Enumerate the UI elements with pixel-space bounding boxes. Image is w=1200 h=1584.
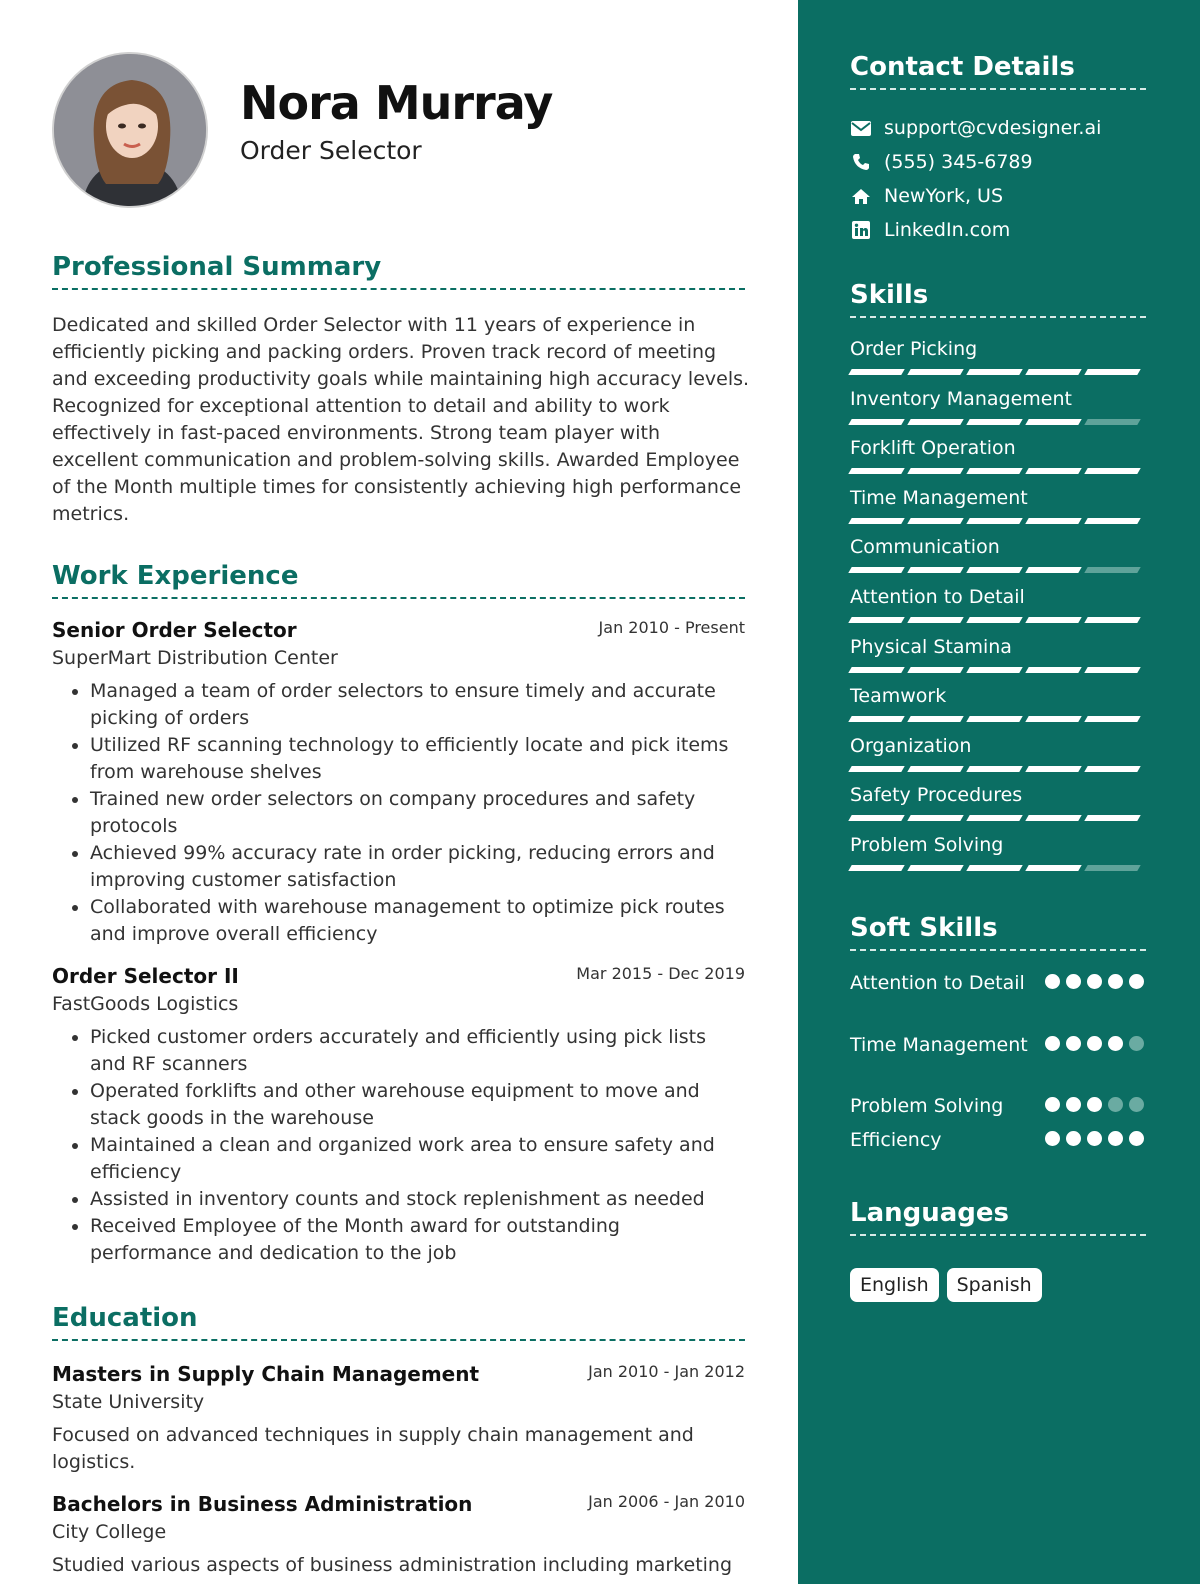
home-icon — [850, 188, 872, 205]
soft-skills-heading: Soft Skills — [850, 913, 1146, 951]
rating-dot — [1129, 1036, 1144, 1051]
rating-dot — [1066, 1097, 1081, 1112]
skill-item — [850, 832, 1146, 871]
job-bullet: • Utilized RF scanning technology to efficiently locate and pick items from warehouse shelves — [90, 732, 745, 786]
job-bullet: • Maintained a clean and organized work area to ensure safety and efficiency — [90, 1132, 745, 1186]
skill-level-segment — [907, 617, 963, 623]
skill-level-segment — [848, 369, 904, 375]
skills-heading: Skills — [850, 280, 1146, 318]
skill-level-bar — [850, 716, 1146, 722]
skill-level-segment — [966, 419, 1022, 425]
rating-dot — [1087, 974, 1102, 989]
job-bullet: • Picked customer orders accurately and efficiently using pick lists and RF scanners — [90, 1024, 745, 1078]
skill-item — [850, 782, 1146, 821]
soft-skill-name: Attention to Detail — [850, 972, 1025, 994]
skill-level-segment — [848, 617, 904, 623]
sidebar — [798, 0, 1200, 1584]
skill-level-segment — [1084, 815, 1140, 821]
skill-name: Time Management — [850, 486, 1028, 509]
skill-item — [850, 733, 1146, 772]
skill-level-segment — [1025, 766, 1081, 772]
languages-heading: Languages — [850, 1198, 1146, 1236]
skill-level-segment — [1084, 667, 1140, 673]
skill-level-segment — [848, 716, 904, 722]
skill-level-segment — [966, 865, 1022, 871]
job-bullets — [52, 678, 745, 948]
skill-level-segment — [907, 468, 963, 474]
job-bullet: • Achieved 99% accuracy rate in order picking, reducing errors and improving customer satisfaction — [90, 840, 745, 894]
linkedin-icon — [850, 221, 872, 239]
job-bullet: • Assisted in inventory counts and stock replenishment as needed — [90, 1186, 745, 1213]
rating-dot — [1087, 1097, 1102, 1112]
skill-level-segment — [1025, 617, 1081, 623]
soft-skill-item — [850, 1127, 1146, 1154]
skill-level-segment — [848, 865, 904, 871]
degree-title: Bachelors in Business Administration — [52, 1492, 473, 1516]
soft-skill-rating — [1045, 1131, 1144, 1146]
skill-level-segment — [966, 667, 1022, 673]
skill-level-segment — [848, 468, 904, 474]
job-title: Order Selector II — [52, 964, 239, 988]
skill-level-segment — [966, 716, 1022, 722]
job-company: SuperMart Distribution Center — [52, 647, 338, 669]
skill-name: Teamwork — [850, 685, 947, 708]
soft-skill-rating — [1045, 1097, 1144, 1112]
phone-icon — [850, 153, 872, 171]
skill-level-segment — [907, 667, 963, 673]
job-entry — [52, 962, 745, 1267]
skill-name: Safety Procedures — [850, 784, 1023, 807]
skill-level-bar — [850, 567, 1146, 573]
rating-dot — [1066, 974, 1081, 989]
skill-level-bar — [850, 518, 1146, 524]
job-bullet: • Managed a team of order selectors to ensure timely and accurate picking of orders — [90, 678, 745, 732]
skill-level-segment — [1025, 369, 1081, 375]
skill-level-segment — [966, 567, 1022, 573]
soft-skill-rating — [1045, 1036, 1144, 1051]
skill-level-segment — [1084, 617, 1140, 623]
skill-item — [850, 435, 1146, 474]
skill-level-segment — [907, 518, 963, 524]
skill-level-bar — [850, 766, 1146, 772]
job-bullet: • Trained new order selectors on company procedures and safety protocols — [90, 786, 745, 840]
rating-dot — [1108, 974, 1123, 989]
skill-level-bar — [850, 369, 1146, 375]
skill-level-bar — [850, 617, 1146, 623]
skill-item — [850, 534, 1146, 573]
contact-email-text: support@cvdesigner.ai — [884, 117, 1102, 139]
job-entry — [52, 616, 745, 948]
education-date: Jan 2006 - Jan 2010 — [588, 1492, 745, 1511]
contact-linkedin[interactable] — [850, 215, 1010, 245]
job-title: Senior Order Selector — [52, 618, 297, 642]
skill-level-segment — [848, 815, 904, 821]
skill-level-bar — [850, 468, 1146, 474]
skill-level-segment — [1025, 667, 1081, 673]
job-date: Jan 2010 - Present — [598, 618, 745, 637]
degree-title: Masters in Supply Chain Management — [52, 1362, 480, 1386]
rating-dot — [1108, 1036, 1123, 1051]
skill-level-segment — [1084, 419, 1140, 425]
skill-level-segment — [1025, 815, 1081, 821]
skill-name: Attention to Detail — [850, 586, 1025, 608]
skill-name: Physical Stamina — [850, 635, 1012, 658]
envelope-icon — [850, 121, 872, 136]
skill-level-segment — [1084, 518, 1140, 524]
skill-level-segment — [966, 617, 1022, 623]
job-company: FastGoods Logistics — [52, 993, 239, 1015]
skill-level-segment — [966, 518, 1022, 524]
skill-level-segment — [1084, 865, 1140, 871]
skill-level-segment — [966, 369, 1022, 375]
candidate-name: Nora Murray — [240, 76, 553, 130]
rating-dot — [1129, 1131, 1144, 1146]
candidate-role: Order Selector — [240, 136, 422, 165]
skill-level-segment — [848, 518, 904, 524]
rating-dot — [1087, 1036, 1102, 1051]
rating-dot — [1066, 1036, 1081, 1051]
skill-item — [850, 584, 1146, 623]
skill-level-bar — [850, 865, 1146, 871]
skill-level-segment — [907, 716, 963, 722]
education-heading: Education — [52, 1303, 745, 1341]
soft-skill-item — [850, 970, 1146, 997]
skill-level-bar — [850, 667, 1146, 673]
job-bullet: • Operated forklifts and other warehouse equipment to move and stack goods in the warehouse — [90, 1078, 745, 1132]
skill-level-segment — [907, 766, 963, 772]
school-name: State University — [52, 1391, 205, 1413]
soft-skill-item — [850, 1032, 1146, 1059]
skill-level-segment — [1025, 716, 1081, 722]
rating-dot — [1045, 1036, 1060, 1051]
skill-level-segment — [1084, 766, 1140, 772]
skill-level-segment — [1084, 567, 1140, 573]
job-bullets — [52, 1024, 745, 1267]
skill-name: Organization — [850, 734, 972, 757]
profile-photo — [54, 54, 208, 208]
skill-level-segment — [966, 468, 1022, 474]
education-date: Jan 2010 - Jan 2012 — [588, 1362, 745, 1381]
skill-level-segment — [1084, 369, 1140, 375]
skill-level-segment — [907, 419, 963, 425]
skill-level-segment — [907, 865, 963, 871]
skill-level-bar — [850, 419, 1146, 425]
skill-level-bar — [850, 815, 1146, 821]
contact-heading: Contact Details — [850, 52, 1146, 90]
summary-heading: Professional Summary — [52, 252, 745, 290]
rating-dot — [1045, 1097, 1060, 1112]
skill-level-segment — [1025, 419, 1081, 425]
contact-location-text: NewYork, US — [884, 185, 1004, 207]
skill-level-segment — [1084, 716, 1140, 722]
rating-dot — [1066, 1131, 1081, 1146]
skill-item — [850, 634, 1146, 673]
skill-name: Forklift Operation — [850, 437, 1016, 460]
contact-email[interactable] — [850, 113, 1101, 143]
skill-level-segment — [848, 667, 904, 673]
skill-level-segment — [1025, 518, 1081, 524]
education-description: Studied various aspects of business administration including marketing — [52, 1554, 733, 1576]
contact-linkedin-text: LinkedIn.com — [884, 219, 1011, 241]
soft-skill-name: Problem Solving — [850, 1095, 1004, 1117]
skill-level-segment — [1025, 468, 1081, 474]
skill-name: Inventory Management — [850, 387, 1072, 410]
education-description: Focused on advanced techniques in supply chain management and logistics. — [52, 1424, 694, 1473]
skill-level-segment — [966, 815, 1022, 821]
rating-dot — [1129, 1097, 1144, 1112]
skill-name: Order Picking — [850, 338, 978, 360]
rating-dot — [1108, 1097, 1123, 1112]
contact-phone[interactable] — [850, 147, 1033, 177]
soft-skill-name: Efficiency — [850, 1129, 942, 1151]
skill-item — [850, 485, 1146, 524]
skill-item — [850, 386, 1146, 425]
skill-level-segment — [848, 567, 904, 573]
contact-location — [850, 181, 1003, 211]
rating-dot — [1045, 1131, 1060, 1146]
skill-level-segment — [1025, 865, 1081, 871]
skill-level-segment — [907, 369, 963, 375]
rating-dot — [1129, 974, 1144, 989]
contact-phone-text: (555) 345-6789 — [884, 151, 1033, 173]
job-date: Mar 2015 - Dec 2019 — [576, 964, 745, 983]
skill-level-segment — [907, 815, 963, 821]
soft-skill-rating — [1045, 974, 1144, 989]
job-bullet: • Received Employee of the Month award for outstanding performance and dedication to the job — [90, 1213, 745, 1267]
languages-list — [850, 1268, 1042, 1302]
soft-skill-name: Time Management — [850, 1034, 1028, 1056]
skill-level-segment — [1025, 567, 1081, 573]
education-entry — [52, 1360, 745, 1476]
rating-dot — [1087, 1131, 1102, 1146]
skill-level-segment — [848, 766, 904, 772]
school-name: City College — [52, 1521, 167, 1543]
summary-text: Dedicated and skilled Order Selector with 11 years of experience in efficiently picking and packing orders. Proven track record of meeting and exceeding productivity goals while maintaining high accuracy levels. Recognized for exceptional attention to detail and ability to work effectively in fast-paced environments. Strong team player with excellent communication and problem-solving skills. Awarded Employee of the Month multiple times for consistently achieving high performance metrics. — [52, 314, 750, 525]
skill-level-segment — [848, 419, 904, 425]
avatar — [52, 52, 208, 208]
skill-item — [850, 683, 1146, 722]
language-chip: English — [850, 1268, 939, 1302]
language-chip: Spanish — [947, 1268, 1042, 1302]
soft-skill-item — [850, 1093, 1146, 1120]
job-bullet: • Collaborated with warehouse management to optimize pick routes and improve overall efficiency — [90, 894, 745, 948]
rating-dot — [1045, 974, 1060, 989]
skill-level-segment — [907, 567, 963, 573]
skill-item — [850, 336, 1146, 375]
rating-dot — [1108, 1131, 1123, 1146]
education-entry — [52, 1490, 745, 1579]
experience-heading: Work Experience — [52, 561, 745, 599]
skill-level-segment — [966, 766, 1022, 772]
skill-level-segment — [1084, 468, 1140, 474]
skill-name: Problem Solving — [850, 834, 1004, 856]
skill-name: Communication — [850, 536, 1000, 559]
